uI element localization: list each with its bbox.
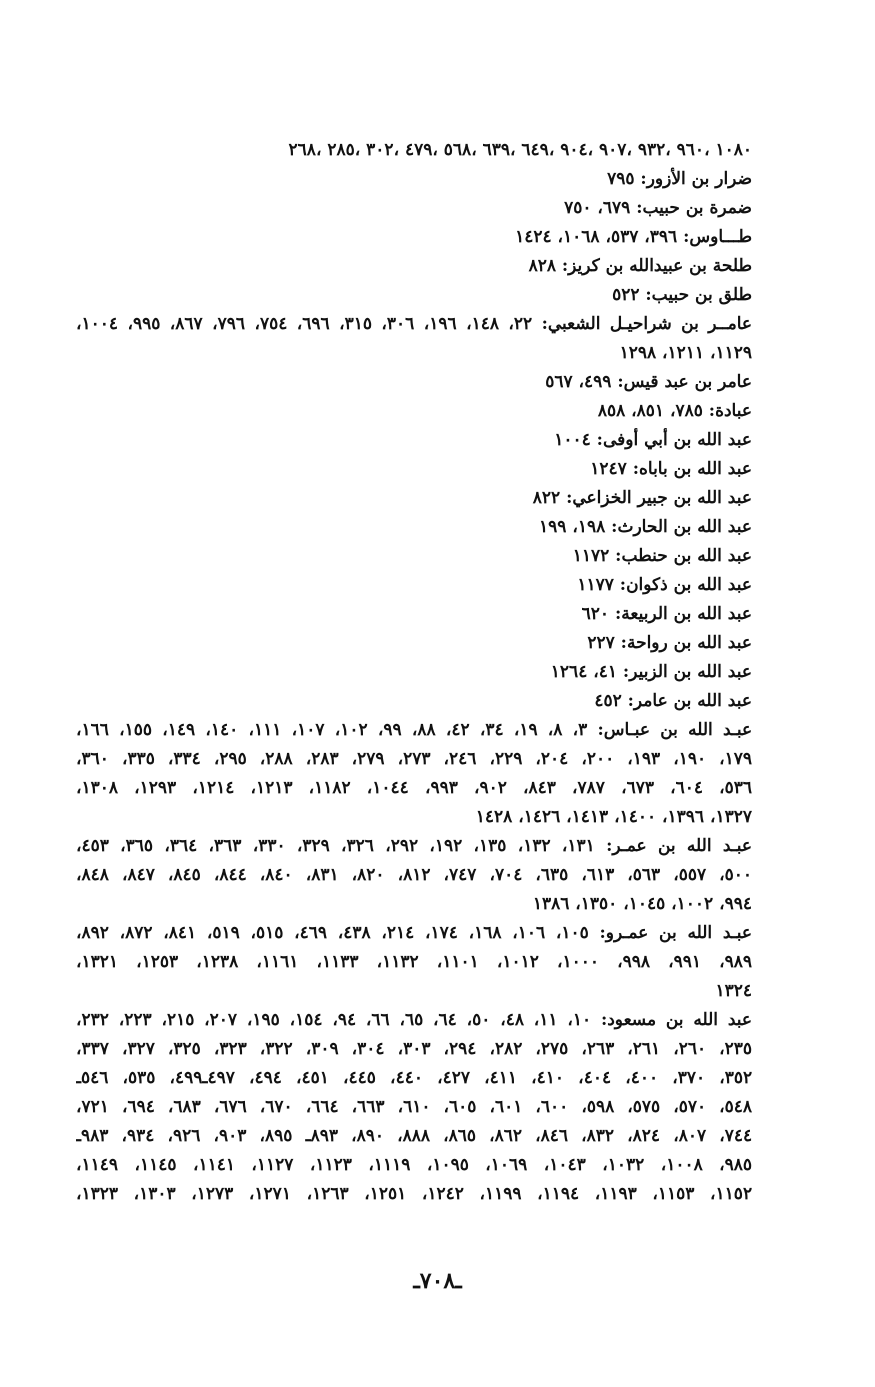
index-line-continuation: ٣٥٢، ٣٧٠، ٤٠٠، ٤٠٤، ٤١٠، ٤١١، ٤٢٧، ٤٤٠، ٤٤٥، ٤٥١، ٤٩٤، ٤٩٧ـ٤٩٩، ٥٣٥، ٥٤٦ـ [76,1068,752,1088]
index-line-continuation: ٩٨٥، ١٠٠٨، ١٠٣٢، ١٠٤٣، ١٠٦٩، ١٠٩٥، ١١١٩، ١١٢٣، ١١٢٧، ١١٤١، ١١٤٥، ١١٤٩، [76,1155,752,1175]
index-entry: عبادة: ٧٨٥، ٨٥١، ٨٥٨ [597,401,752,421]
index-entry: عبـد الله بن عبـاس: ٣، ٨، ١٩، ٣٤، ٤٢، ٨٨، ٩٩، ١٠٢، ١٠٧، ١١١، ١٤٠، ١٤٩، ١٥٥، ١٦٦، [76,720,752,740]
index-line-continuation: ٧٤٤، ٨٠٧، ٨٢٤، ٨٣٢، ٨٤٦، ٨٦٢، ٨٦٥، ٨٨٨، ٨٩٠، ٨٩٣ـ ٨٩٥، ٩٠٣، ٩٢٦، ٩٣٤، ٩٨٣ـ [76,1126,752,1146]
index-line: ١٠٨٠ ،٩٦٠ ،٩٣٢ ،٩٠٧ ،٩٠٤ ،٦٤٩ ،٦٣٩ ،٥٦٨ ،٤٧٩ ،٣٠٢ ،٢٨٥ ،٢٦٨ [288,140,752,160]
index-line-continuation: ٥٠٠، ٥٥٧، ٥٦٣، ٦١٣، ٦٣٥، ٧٠٤، ٧٤٧، ٨١٢، ٨٢٠، ٨٣١، ٨٤٠، ٨٤٤، ٨٤٥، ٨٤٧، ٨٤٨، [76,865,752,885]
index-entry: طلحة بن عبيدالله بن كريز: ٨٢٨ [528,256,752,276]
index-entry: عبد الله بن ذكوان: ١١٧٧ [577,575,752,595]
index-entry: ضمرة بن حبيب: ٦٧٩، ٧٥٠ [564,198,752,218]
index-entry: عبـد الله بن عمـر: ١٣١، ١٣٢، ١٣٥، ١٩٢، ٢٩٢، ٣٢٦، ٣٢٩، ٣٣٠، ٣٦٣، ٣٦٤، ٣٦٥، ٤٥٣، [76,836,752,856]
index-line-continuation: ٩٨٩، ٩٩١، ٩٩٨، ١٠٠٠، ١٠١٢، ١١٠١، ١١٣٢، ١١٣٣، ١١٦١، ١٢٣٨، ١٢٥٣، ١٣٢١، [76,952,752,972]
index-entry: عامر بن عبد قيس: ٤٩٩، ٥٦٧ [545,372,752,392]
index-entry: طلق بن حبيب: ٥٢٢ [612,285,752,305]
index-entry: عبد الله بن رواحة: ٢٢٧ [587,633,752,653]
index-line-continuation: ١٣٢٤ [715,981,752,1001]
index-line-continuation: ٢٣٥، ٢٦٠، ٢٦١، ٢٦٣، ٢٧٥، ٢٨٢، ٢٩٤، ٣٠٣، ٣٠٤، ٣٠٩، ٣٢٢، ٣٢٣، ٣٢٥، ٣٢٧، ٣٣٧، [76,1039,752,1059]
index-entry: عبد الله بن باباه: ١٢٤٧ [590,459,752,479]
index-line-continuation: ٥٤٨، ٥٧٠، ٥٧٥، ٥٩٨، ٦٠٠، ٦٠١، ٦٠٥، ٦١٠، ٦٦٣، ٦٦٤، ٦٧٠، ٦٧٦، ٦٨٣، ٦٩٤، ٧٢١، [76,1097,752,1117]
index-entry: ضرار بن الأزور: ٧٩٥ [607,169,752,189]
index-entry: عبد الله بن الربيعة: ٦٢٠ [581,604,752,624]
index-entry: عبد الله بن مسعود: ١٠، ١١، ٤٨، ٥٠، ٦٤، ٦٥، ٦٦، ٩٤، ١٥٤، ١٩٥، ٢٠٧، ٢١٥، ٢٢٣، ٢٣٢، [76,1010,752,1030]
index-entry: عبد الله بن حنطب: ١١٧٢ [572,546,752,566]
page-number: ـ٧٠٨ـ [413,1268,462,1294]
index-entry: طـــاوس: ٣٩٦، ٥٣٧، ١٠٦٨، ١٤٢٤ [515,227,752,247]
index-line-continuation: ١١٥٢، ١١٥٣، ١١٩٣، ١١٩٤، ١١٩٩، ١٢٤٢، ١٢٥١، ١٢٦٣، ١٢٧١، ١٢٧٣، ١٣٠٣، ١٣٢٣، [76,1184,752,1204]
index-line-continuation: ١٣٢٧، ١٣٩٦، ١٤٠٠، ١٤١٣، ١٤٢٦، ١٤٢٨ [475,807,752,827]
index-entry: عبد الله بن الزبير: ٤١، ١٢٦٤ [550,662,752,682]
index-line-continuation: ١١٢٩، ١٢١١، ١٢٩٨ [619,343,752,363]
index-line-continuation: ٩٩٤، ١٠٠٢، ١٠٤٥، ١٣٥٠، ١٣٨٦ [532,894,752,914]
index-text-block [76,136,752,1209]
index-line-continuation: ١٧٩، ١٩٠، ١٩٣، ٢٠٠، ٢٠٤، ٢٢٩، ٢٤٦، ٢٧٣، ٢٧٩، ٢٨٣، ٢٨٨، ٢٩٥، ٣٣٤، ٣٣٥، ٣٦٠، [76,749,752,769]
index-entry: عبد الله بن جبير الخزاعي: ٨٢٢ [532,488,752,508]
index-entry: عبد الله بن عامر: ٤٥٢ [594,691,752,711]
index-entry: عبـد الله بن عمـرو: ١٠٥، ١٠٦، ١٦٨، ١٧٤، ٢١٤، ٤٣٨، ٤٦٩، ٥١٥، ٥١٩، ٨٤١، ٨٧٢، ٨٩٢، [76,923,752,943]
index-entry: عبد الله بن أبي أوفى: ١٠٠٤ [554,430,752,450]
index-line-continuation: ٥٣٦، ٦٠٤، ٦٧٣، ٧٨٧، ٨٤٣، ٩٠٢، ٩٩٣، ١٠٤٤، ١١٨٢، ١٢١٣، ١٢١٤، ١٢٩٣، ١٣٠٨، [76,778,752,798]
index-entry: عامــر بن شراحيـل الشعبي: ٢٢، ١٤٨، ١٩٦، ٣٠٦، ٣١٥، ٦٩٦، ٧٥٤، ٧٩٦، ٨٦٧، ٩٩٥، ١٠٠٤، [76,314,752,334]
index-entry: عبد الله بن الحارث: ١٩٨، ١٩٩ [539,517,752,537]
